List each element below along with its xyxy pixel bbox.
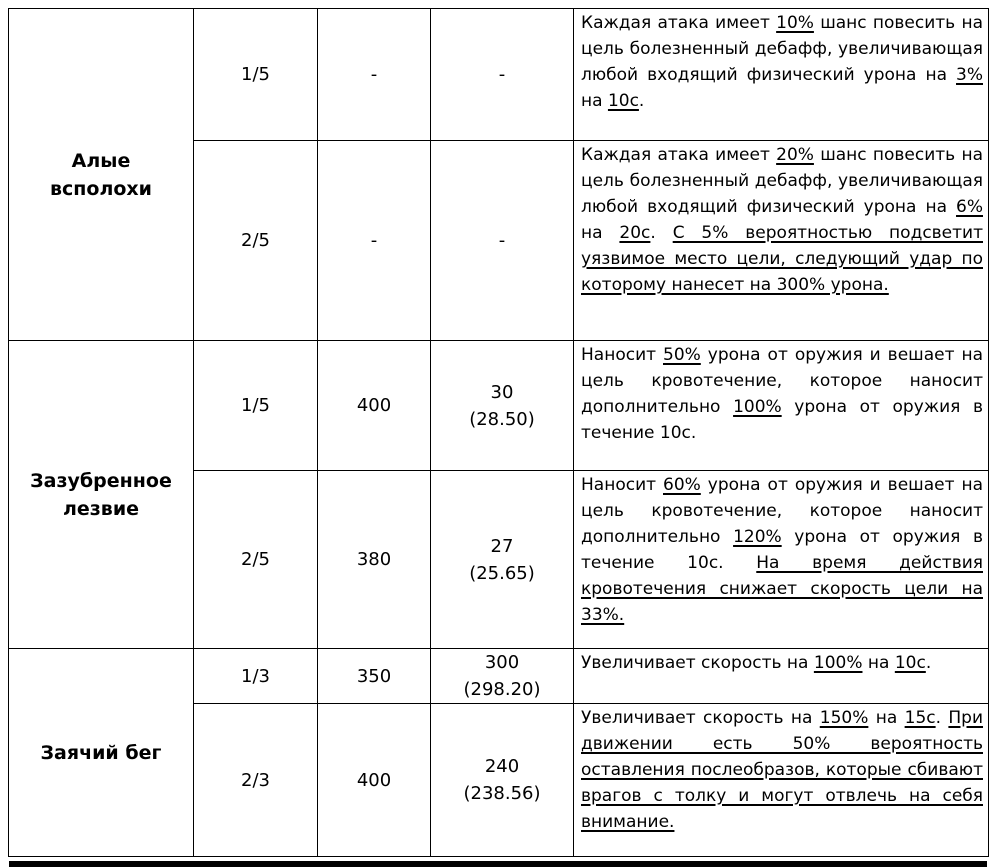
plain-text: Наносит (581, 345, 663, 365)
underlined-text: 10с (894, 653, 926, 673)
skill-level-cell: 1/3 (194, 649, 318, 704)
skill-name-line: всполохи (49, 177, 152, 200)
skill-description-cell (574, 341, 989, 471)
plain-text: урона от оружия и вешает на цель кровотечение, которое наносит дополнительно (581, 345, 983, 417)
plain-text: Каждая атака имеет (581, 13, 777, 33)
plain-text: шанс повесить на цель болезненный дебафф, увеличивающая любой входящий физический урона на (581, 145, 983, 217)
skill-level-cell: 2/5 (194, 471, 318, 649)
skill-power-cell (431, 9, 574, 141)
skill-name-line: Зазубренное (30, 469, 172, 492)
skill-cost-cell: 350 (318, 649, 431, 704)
underlined-text: 3% (956, 65, 983, 85)
skills-table (8, 8, 989, 857)
underlined-text: 6% (956, 197, 983, 217)
skill-description-cell (574, 141, 989, 341)
skill-name-line: Алые (71, 149, 131, 172)
skill-power-cell (431, 141, 574, 341)
plain-text: урона от оружия и вешает на цель кровотечение, которое наносит дополнительно (581, 475, 983, 547)
skill-power-cell (431, 649, 574, 704)
skill-level-cell: 1/5 (194, 9, 318, 141)
power-base-value: (28.50) (469, 408, 535, 430)
next-table-edge-bar (9, 861, 987, 867)
skill-name-cell (9, 9, 194, 341)
underlined-text: 10% (776, 13, 814, 33)
plain-text: Увеличивает скорость на (581, 653, 814, 673)
power-value: 27 (490, 535, 514, 557)
power-base-value: (238.56) (463, 783, 541, 804)
underlined-text: 60% (663, 475, 701, 495)
power-value: - (498, 230, 506, 251)
skill-name-line: лезвие (62, 497, 140, 520)
plain-text: на (868, 708, 905, 728)
power-value: 300 (484, 652, 520, 673)
plain-text: Наносит (581, 475, 663, 495)
table-row (9, 341, 989, 471)
skill-cost-cell: 400 (318, 341, 431, 471)
underlined-text: При движении есть 50% вероятность оставления послеобразов, которые сбивают врагов с толку и могут отвлечь на себя внимание. (581, 708, 984, 832)
skill-cost-cell: - (318, 9, 431, 141)
power-value: 240 (484, 756, 520, 777)
underlined-text: 100% (813, 653, 863, 673)
skill-level-cell: 1/5 (194, 341, 318, 471)
underlined-text: С 5% вероятностью подсветит уязвимое место цели, следующий удар по которому нанесет на 300% урона. (581, 223, 983, 295)
skill-cost-cell: - (318, 141, 431, 341)
power-base-value: (25.65) (469, 562, 535, 584)
skill-name-line: Заячий бег (40, 741, 162, 764)
skill-power-cell (431, 471, 574, 649)
underlined-text: 15с (904, 708, 936, 728)
skill-description-cell (574, 649, 989, 704)
underlined-text: 150% (819, 708, 869, 728)
skill-level-cell: 2/3 (194, 704, 318, 857)
power-value: 30 (490, 381, 514, 403)
power-base-value: (298.20) (463, 679, 541, 700)
skill-description-cell (574, 704, 989, 857)
plain-text: урона от оружия в течение 10с. (581, 527, 983, 573)
plain-text: . (935, 708, 949, 728)
plain-text: . (925, 653, 932, 673)
plain-text: урона от оружия в течение 10с. (581, 397, 983, 443)
plain-text: Каждая атака имеет (581, 145, 777, 165)
power-value: - (498, 64, 506, 85)
underlined-text: 100% (733, 397, 782, 417)
skill-description-cell (574, 471, 989, 649)
table-row (9, 649, 989, 704)
skill-power-cell (431, 341, 574, 471)
underlined-text: 50% (663, 345, 701, 365)
skill-cost-cell: 400 (318, 704, 431, 857)
plain-text: на (581, 223, 620, 243)
skill-description-cell (574, 9, 989, 141)
plain-text: на (581, 91, 608, 111)
skill-name-cell (9, 341, 194, 649)
plain-text: . (650, 223, 673, 243)
plain-text: . (638, 91, 645, 111)
plain-text: на (862, 653, 895, 673)
underlined-text: На время действия кровотечения снижает скорость цели на 33%. (581, 553, 983, 625)
table-row (9, 9, 989, 141)
skill-cost-cell: 380 (318, 471, 431, 649)
underlined-text: 120% (733, 527, 782, 547)
skill-level-cell: 2/5 (194, 141, 318, 341)
underlined-text: 20% (776, 145, 814, 165)
plain-text: шанс повесить на цель болезненный дебафф, увеличивающая любой входящий физический урона на (581, 13, 983, 85)
plain-text: Увеличивает скорость на (581, 708, 820, 728)
underlined-text: 20с (619, 223, 651, 243)
skill-name-cell (9, 649, 194, 857)
skill-power-cell (431, 704, 574, 857)
underlined-text: 10с (607, 91, 639, 111)
